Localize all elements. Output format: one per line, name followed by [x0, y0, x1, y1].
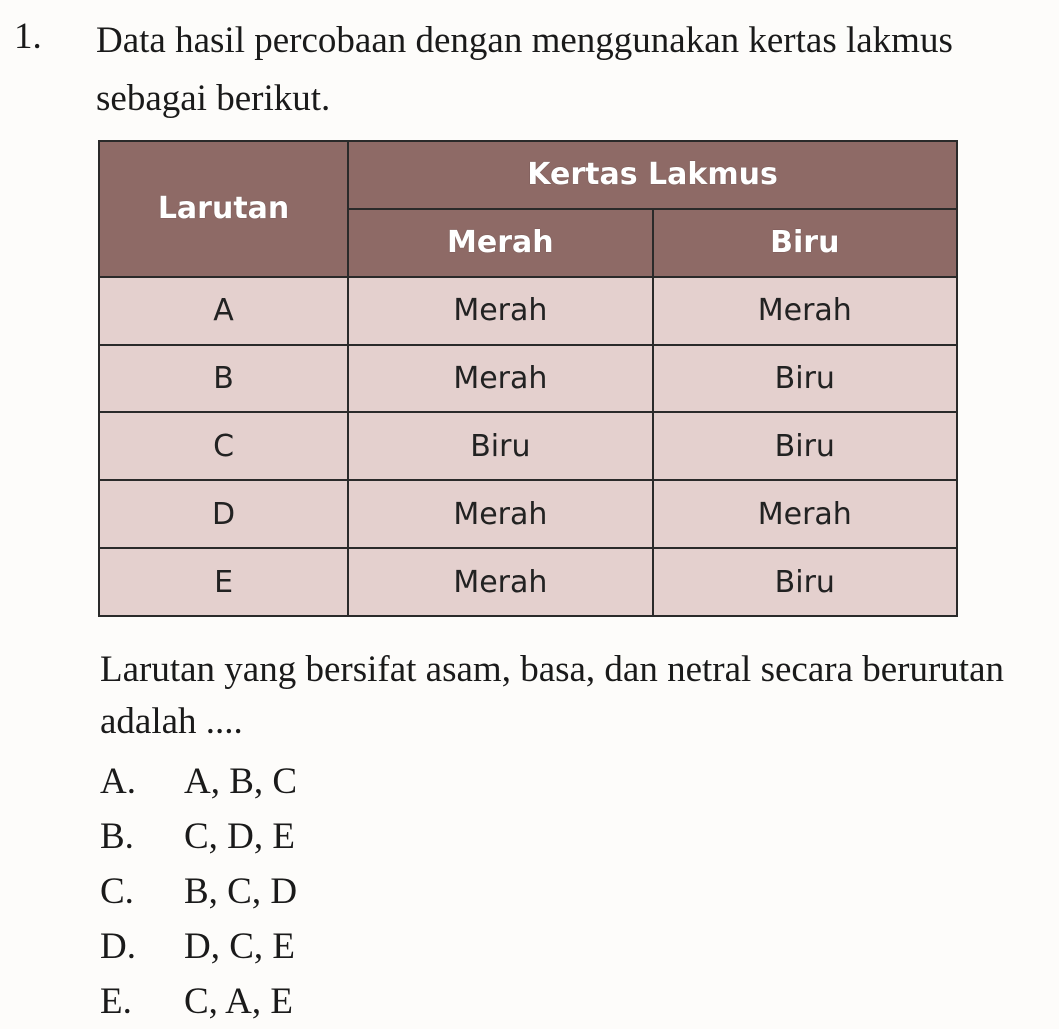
table-header-row	[99, 141, 957, 209]
question-stem: Larutan yang bersifat asam, basa, dan netral secara berurutan adalah ....	[100, 649, 1005, 742]
cell-larutan: E	[99, 548, 348, 616]
table-row	[99, 277, 957, 345]
cell-larutan: B	[99, 345, 348, 413]
option-letter: B.	[100, 816, 134, 857]
header-larutan: Larutan	[99, 141, 348, 277]
cell-biru: Biru	[653, 345, 957, 413]
option-text: A, B, C	[184, 761, 298, 802]
cell-merah: Merah	[348, 345, 652, 413]
cell-larutan: D	[99, 480, 348, 548]
cell-larutan: A	[99, 277, 348, 345]
option-text: D, C, E	[184, 926, 295, 967]
option-letter: E.	[100, 981, 132, 1022]
cell-merah: Merah	[348, 548, 652, 616]
cell-merah: Merah	[348, 480, 652, 548]
cell-biru: Merah	[653, 277, 957, 345]
header-kertas-lakmus: Kertas Lakmus	[348, 141, 957, 209]
cell-biru: Merah	[653, 480, 957, 548]
cell-larutan: C	[99, 412, 348, 480]
option-text: C, A, E	[184, 981, 293, 1022]
table-row	[99, 548, 957, 616]
cell-biru: Biru	[653, 412, 957, 480]
cell-biru: Biru	[653, 548, 957, 616]
answer-options	[100, 754, 297, 1029]
question-number: 1.	[14, 16, 42, 57]
option-d[interactable]	[100, 919, 297, 974]
option-letter: D.	[100, 926, 136, 967]
option-text: B, C, D	[184, 871, 298, 912]
option-letter: A.	[100, 761, 136, 802]
option-c[interactable]	[100, 864, 297, 919]
cell-merah: Biru	[348, 412, 652, 480]
option-a[interactable]	[100, 754, 297, 809]
option-b[interactable]	[100, 809, 297, 864]
option-letter: C.	[100, 871, 134, 912]
header-merah: Merah	[348, 209, 652, 277]
header-biru: Biru	[653, 209, 957, 277]
litmus-table	[98, 140, 958, 617]
option-text: C, D, E	[184, 816, 295, 857]
question-text: Data hasil percobaan dengan menggunakan kertas lakmus sebagai berikut.	[96, 20, 953, 119]
option-e[interactable]	[100, 974, 297, 1029]
table-row	[99, 412, 957, 480]
table-row	[99, 345, 957, 413]
cell-merah: Merah	[348, 277, 652, 345]
table-row	[99, 480, 957, 548]
